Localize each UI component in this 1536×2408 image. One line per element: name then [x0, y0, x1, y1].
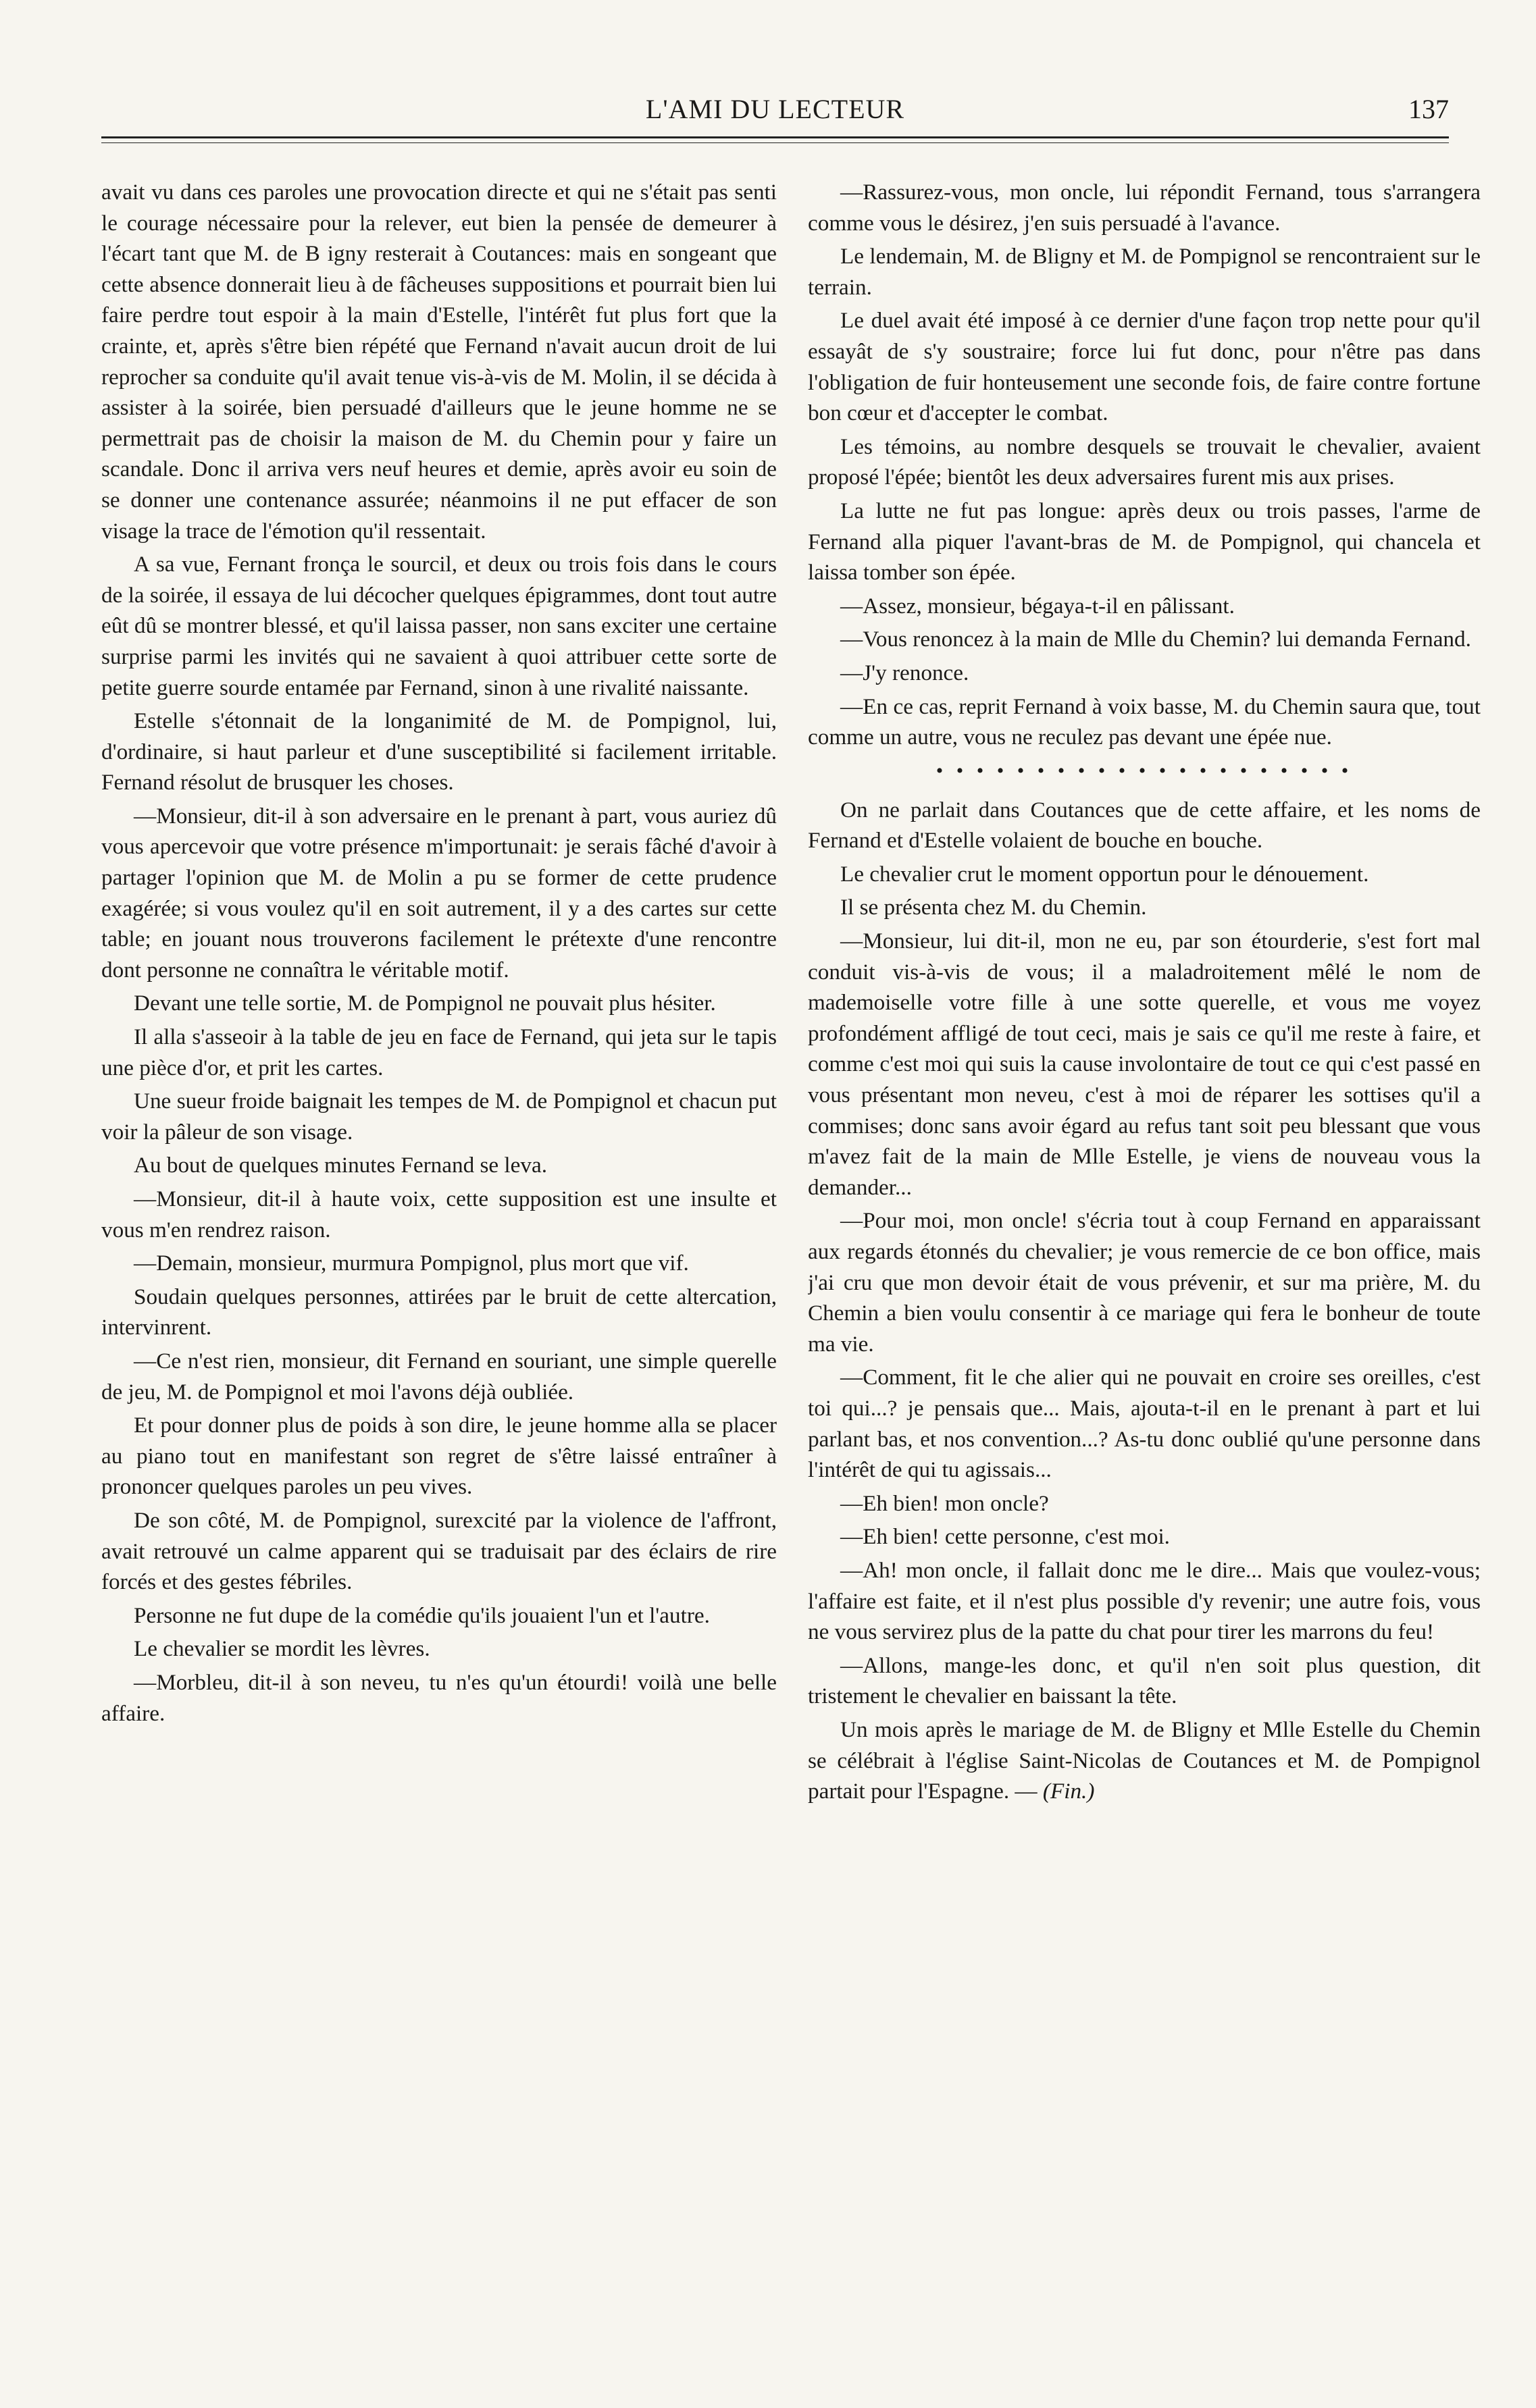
paragraph: —En ce cas, reprit Fernand à voix basse, M. du Chemin saura que, tout comme un autre, vous ne reculez pas devant une épée nue.	[808, 693, 1481, 750]
paragraph: —J'y renonce.	[840, 660, 969, 685]
paragraph: Soudain quelques personnes, attirées par le bruit de cette altercation, intervinrent.	[101, 1284, 777, 1340]
paragraph: On ne parlait dans Coutances que de cette affaire, et les noms de Fernand et d'Estelle volaient de bouche en bouche.	[808, 797, 1481, 854]
left-column	[101, 177, 777, 2331]
paragraph: —Demain, monsieur, murmura Pompignol, plus mort que vif.	[134, 1251, 689, 1276]
paragraph: Devant une telle sortie, M. de Pompignol ne pouvait plus hésiter.	[134, 991, 716, 1016]
paragraph: Il se présenta chez M. du Chemin.	[840, 895, 1147, 920]
fin-mark: (Fin.)	[1042, 1779, 1095, 1804]
paragraph: Une sueur froide baignait les tempes de M. de Pompignol et chacun put voir la pâleur de son visage.	[101, 1089, 777, 1145]
paragraph: avait vu dans ces paroles une provocation directe et qui ne s'était pas senti le courage nécessaire pour la relever, eut bien la pensée de demeurer à l'écart tant que M. de B igny resterait à Coutances: mais en songeant que cette absence donnerait lieu à de fâcheuses suppositions et pourrait bien lui faire perdre tout espoir à la main d'Estelle, l'intérêt fut plus fort que la crainte, et, après s'être bien répété que Fernand n'avait aucun droit de lui reprocher sa conduite qu'il avait tenue vis-à-vis de M. Molin, il se décida à assister à la soirée, bien persuadé d'ailleurs que le jeune homme ne se permettrait pas de choisir la maison de M. du Chemin pour y faire un scandale. Donc il arriva vers neuf heures et demie, après avoir eu soin de se donner une contenance assurée; néanmoins il ne put effacer de son visage la trace de l'émotion qu'il ressentait.	[101, 180, 777, 544]
paragraph: —Monsieur, lui dit-il, mon ne eu, par son étourderie, s'est fort mal conduit vis-à-vis de vous; il a maladroitement mêlé le nom de mademoiselle votre fille à une sotte querelle, et vous me voyez profondément affligé de tout ceci, mais je sais ce qu'il me reste à faire, et comme c'est moi qui suis la cause involontaire de tout ce qui c'est passé en vous présentant mon neveu, c'est à moi de réparer les sottises qu'il a commises; donc sans avoir égard au refus tant soit peu blessant que vous m'avez fait de la main de Mlle Estelle, je viens de nouveau vous la demander...	[808, 928, 1481, 1200]
header-rule-thin	[101, 142, 1449, 143]
paragraph: Estelle s'étonnait de la longanimité de M. de Pompignol, lui, d'ordinaire, si haut parleur et d'une susceptibilité si facilement irritable. Fernand résolut de brusquer les choses.	[101, 708, 777, 795]
running-header	[101, 93, 1449, 134]
paragraph: —Monsieur, dit-il à son adversaire en le prenant à part, vous auriez dû vous apercevoir que votre présence m'importunait: je serais fâché d'avoir à partager l'opinion que M. de Molin a pu se former de cette prudence exagérée; si vous voulez qu'il en soit autrement, il y a des cartes sur cette table; en jouant nous trouverons facilement le prétexte d'une rencontre dont personne ne connaîtra le véritable motif.	[101, 803, 777, 983]
paragraph: —Eh bien! mon oncle?	[840, 1490, 1049, 1516]
paragraph: Au bout de quelques minutes Fernand se leva.	[134, 1153, 547, 1178]
paragraph: —Allons, mange-les donc, et qu'il n'en soit plus question, dit tristement le chevalier en baissant la tête.	[808, 1652, 1481, 1709]
paragraph: Il alla s'asseoir à la table de jeu en face de Fernand, qui jeta sur le tapis une pièce d'or, et prit les cartes.	[101, 1024, 777, 1080]
paragraph: Le chevalier se mordit les lèvres.	[134, 1636, 430, 1662]
right-column	[808, 177, 1481, 2331]
paragraph: De son côté, M. de Pompignol, surexcité par la violence de l'affront, avait retrouvé un calme apparent qui se traduisait par des éclairs de rire forcés et des gestes fébriles.	[101, 1507, 777, 1595]
paragraph: Le chevalier crut le moment opportun pour le dénouement.	[840, 861, 1369, 887]
section-break-dots: • • • • • • • • • • • • • • • • • • • • •	[936, 759, 1353, 782]
paragraph: —Pour moi, mon oncle! s'écria tout à coup Fernand en apparaissant aux regards étonnés du chevalier; je vous remercie de ce bon office, mais j'ai cru que mon devoir était de vous prévenir, et sur ma prière, M. du Chemin a bien voulu consentir à ce mariage qui fera le bonheur de toute ma vie.	[808, 1208, 1481, 1357]
paragraph: Personne ne fut dupe de la comédie qu'ils jouaient l'un et l'autre.	[134, 1602, 710, 1628]
final-paragraph	[808, 1715, 1481, 1807]
page-number: 137	[1408, 94, 1449, 124]
journal-title: L'AMI DU LECTEUR	[645, 94, 905, 124]
paragraph: —Ah! mon oncle, il fallait donc me le dire... Mais que voulez-vous; l'affaire est faite, et il n'est plus possible d'y revenir; une autre fois, vous ne vous servirez plus de la patte du chat pour tirer les marrons du feu!	[808, 1557, 1481, 1645]
paragraph: A sa vue, Fernant fronça le sourcil, et deux ou trois fois dans le cours de la soirée, il essaya de lui décocher quelques épigrammes, dont tout autre eût dû se montrer blessé, et qu'il laissa passer, non sans exciter une certaine surprise parmi les invités qui ne savaient à quoi attribuer cette sorte de petite guerre sourde entamée par Fernand, sinon à une rivalité naissante.	[101, 552, 777, 700]
paragraph: —Assez, monsieur, bégaya-t-il en pâlissant.	[840, 593, 1235, 619]
paragraph: —Rassurez-vous, mon oncle, lui répondit Fernand, tous s'arrangera comme vous le désirez, j'en suis persuadé à l'avance.	[808, 180, 1481, 236]
paragraph: Le duel avait été imposé à ce dernier d'une façon trop nette pour qu'il essayât de s'y soustraire; force lui fut donc, pour n'être pas dans l'obligation de fuir honteusement une seconde fois, de faire contre fortune bon cœur et d'accepter le combat.	[808, 308, 1481, 426]
final-paragraph-text: Un mois après le mariage de M. de Bligny et Mlle Estelle du Chemin se célébrait à l'église Saint-Nicolas de Coutances et M. de Pompignol partait pour l'Espagne. —	[808, 1717, 1481, 1804]
paragraph: —Ce n'est rien, monsieur, dit Fernand en souriant, une simple querelle de jeu, M. de Pompignol et moi l'avons déjà oubliée.	[101, 1348, 777, 1405]
header-rule-thick	[101, 136, 1449, 138]
paragraph: Les témoins, au nombre desquels se trouvait le chevalier, avaient proposé l'épée; bientôt les deux adversaires furent mis aux prises.	[808, 434, 1481, 490]
paragraph: —Comment, fit le che alier qui ne pouvait en croire ses oreilles, c'est toi qui...? je pensais que... Mais, ajouta-t-il en le prenant à part et lui parlant bas, et nos convention...? As-tu donc oublié qu'une personne dans l'intérêt de qui tu agissais...	[808, 1365, 1481, 1483]
paragraph: Le lendemain, M. de Bligny et M. de Pompignol se rencontraient sur le terrain.	[808, 244, 1481, 300]
paragraph: —Morbleu, dit-il à son neveu, tu n'es qu'un étourdi! voilà une belle affaire.	[101, 1669, 777, 1726]
paragraph: —Eh bien! cette personne, c'est moi.	[840, 1524, 1170, 1550]
paragraph: La lutte ne fut pas longue: après deux ou trois passes, l'arme de Fernand alla piquer l'avant-bras de M. de Pompignol, qui chancela et laissa tomber son épée.	[808, 498, 1481, 585]
paragraph: Et pour donner plus de poids à son dire, le jeune homme alla se placer au piano tout en manifestant son regret de s'être laissé entraîner à prononcer quelques paroles un peu vives.	[101, 1413, 777, 1500]
paragraph: —Monsieur, dit-il à haute voix, cette supposition est une insulte et vous m'en rendrez raison.	[101, 1186, 777, 1242]
paragraph: —Vous renoncez à la main de Mlle du Chemin? lui demanda Fernand.	[840, 627, 1471, 652]
